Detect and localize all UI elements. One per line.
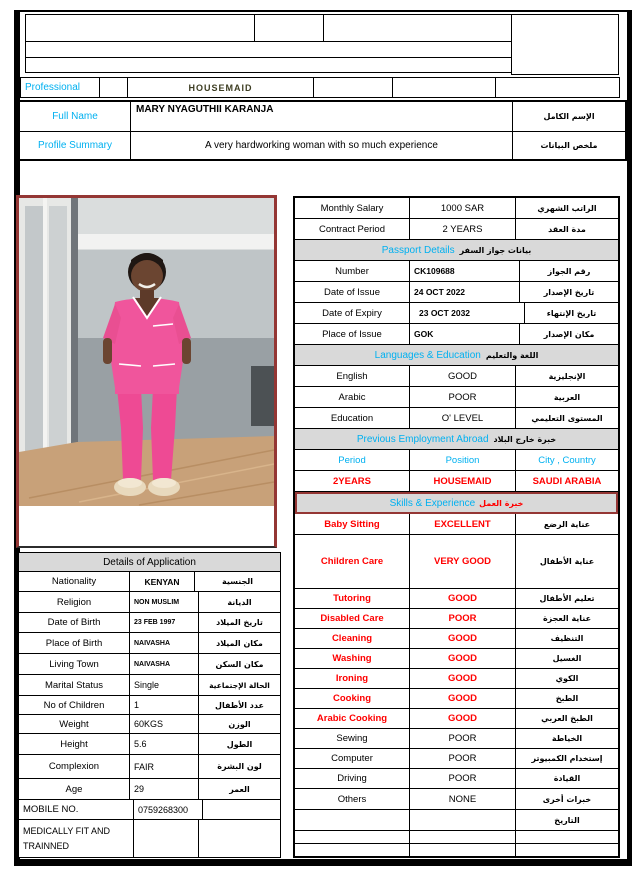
skill-row-tutoring (295, 589, 618, 609)
contract-period-row (295, 219, 618, 240)
weight-label: Weight (19, 715, 130, 733)
living-town-label: Living Town (19, 654, 130, 674)
header-empty-cell-1 (25, 14, 255, 42)
skill-label: Baby Sitting (295, 514, 410, 534)
profile-summary-label: Profile Summary (38, 140, 112, 151)
languages-header-en: Languages & Education (374, 349, 481, 361)
skill-label: Tutoring (295, 589, 410, 608)
passport-number-label: Number (295, 261, 410, 281)
skill-label: Arabic Cooking (295, 709, 410, 728)
english-value: GOOD (410, 366, 516, 386)
profile-summary-label-ar: ملخص البيانات (540, 141, 598, 150)
skill-value: POOR (410, 749, 516, 768)
skill-value: NONE (410, 789, 516, 809)
passport-expiry-row (295, 303, 618, 324)
height-label-ar: الطول (226, 739, 253, 749)
skill-label: Washing (295, 649, 410, 668)
weight-label-ar: الوزن (228, 719, 251, 729)
skill-row-cleaning (295, 629, 618, 649)
passport-place-label: Place of Issue (295, 324, 410, 344)
passport-issue-label-ar: تاريخ الإصدار (543, 287, 595, 297)
skill-label-ar: الكوي (555, 674, 579, 683)
english-label-ar: الإنجليزية (548, 371, 586, 381)
header-empty-box-right (511, 14, 619, 75)
children-count-label: No of Children (19, 696, 130, 714)
skill-row-arabiccooking (295, 709, 618, 729)
children-count-label-ar: عدد الأطفال (215, 700, 264, 710)
living-town-value: NAIVASHA (130, 654, 199, 674)
passport-issue-label: Date of Issue (295, 282, 410, 302)
passport-place-value: GOK (410, 324, 520, 344)
full-name-value: MARY NYAGUTHII KARANJA (136, 104, 274, 115)
passport-number-value: CK109688 (410, 261, 520, 281)
age-label: Age (19, 779, 130, 799)
profession-empty-cell-3 (495, 77, 620, 98)
profession-empty-cell-1 (313, 77, 393, 98)
skill-row-disabledcare (295, 609, 618, 629)
skill-label: Cleaning (295, 629, 410, 648)
skill-value: EXCELLENT (410, 514, 516, 534)
children-count-value: 1 (130, 696, 199, 714)
header-empty-row-2 (25, 41, 512, 58)
complexion-value: FAIR (130, 755, 199, 778)
passport-place-label-ar: مكان الإصدار (543, 329, 595, 339)
skill-label-ar: عناية الأطفال (539, 557, 595, 566)
marital-status-value: Single (130, 675, 199, 695)
mobile-label: MOBILE NO. (19, 800, 134, 819)
salary-label-ar: الراتب الشهري (537, 203, 597, 213)
skill-value: POOR (410, 729, 516, 748)
passport-expiry-label: Date of Expiry (295, 303, 410, 323)
contract-period-label-ar: مدة العقد (548, 224, 586, 234)
skill-label: Sewing (295, 729, 410, 748)
profession-empty-cell-2 (392, 77, 496, 98)
passport-expiry-value: 23 OCT 2032 (410, 303, 525, 323)
employment-header-en: Previous Employment Abroad (356, 433, 489, 445)
skill-label-ar: الطبخ العربي (541, 714, 593, 723)
passport-number-label-ar: رقم الجواز (547, 266, 591, 276)
skill-label-ar: عناية الرضع (543, 519, 591, 529)
contract-period-label: Contract Period (295, 219, 410, 239)
skill-label: Cooking (295, 689, 410, 708)
arabic-value: POOR (410, 387, 516, 407)
skill-value: GOOD (410, 649, 516, 668)
arabic-label-ar: العربية (553, 392, 581, 402)
dob-row (19, 613, 280, 633)
skill-label: Others (295, 789, 410, 809)
skill-label-ar: التاريخ (554, 815, 580, 825)
candidate-photo (19, 198, 274, 506)
employment-city-value: SAUDI ARABIA (532, 475, 602, 487)
contract-period-value: 2 YEARS (410, 219, 516, 239)
weight-row (19, 715, 280, 734)
dob-value: 23 FEB 1997 (130, 613, 199, 632)
skill-label-ar: عناية العجزة (542, 614, 592, 623)
dob-label-ar: تاريخ الميلاد (216, 618, 263, 627)
skill-value: GOOD (410, 589, 516, 608)
skills-header-en: Skills & Experience (389, 497, 476, 509)
full-name-label-ar: الإسم الكامل (543, 112, 595, 121)
nationality-label: Nationality (19, 572, 130, 591)
dob-label: Date of Birth (19, 613, 130, 632)
age-value: 29 (130, 779, 199, 799)
pob-label-ar: مكان الميلاد (216, 638, 263, 648)
skill-label-ar: خبرات أخرى (542, 794, 592, 804)
medical-fitness-row (19, 820, 280, 857)
skill-label-ar: القيادة (553, 774, 581, 783)
employment-columns-row (295, 450, 618, 471)
skill-row-sewing (295, 729, 618, 749)
skill-value: POOR (410, 769, 516, 788)
skill-value: VERY GOOD (410, 535, 516, 588)
pob-value: NAIVASHA (130, 633, 199, 653)
skills-header-ar: خبرة العمل (479, 498, 524, 508)
complexion-label: Complexion (19, 755, 130, 778)
nationality-row (19, 572, 280, 592)
skill-row-cooking (295, 689, 618, 709)
full-name-label: Full Name (52, 111, 98, 122)
skill-label: Children Care (295, 535, 410, 588)
skill-row-others (295, 789, 618, 810)
identity-table (18, 100, 627, 161)
salary-value: 1000 SAR (410, 198, 516, 218)
skill-label-ar: تعليم الأطفال (539, 594, 595, 603)
empty-row-2 (295, 844, 618, 856)
religion-label: Religion (19, 592, 130, 612)
passport-expiry-label-ar: تاريخ الإنتهاء (546, 308, 597, 318)
complexion-row (19, 755, 280, 779)
employment-data-row (295, 471, 618, 492)
arabic-row (295, 387, 618, 408)
weight-value: 60KGS (130, 715, 199, 733)
religion-value: NON MUSLIM (130, 592, 199, 612)
living-town-label-ar: مكان السكن (215, 659, 264, 669)
height-row (19, 734, 280, 755)
application-table (18, 552, 281, 858)
skill-row-childrencare (295, 535, 618, 589)
passport-issue-value: 24 OCT 2022 (410, 282, 520, 302)
living-town-row (19, 654, 280, 675)
education-label-ar: المستوى التعليمي (531, 413, 603, 423)
passport-header-ar: بيانات جواز السفر (459, 245, 532, 255)
salary-label: Monthly Salary (295, 198, 410, 218)
profession-value: HOUSEMAID (188, 82, 253, 93)
employment-col-period: Period (295, 450, 410, 470)
passport-section-header (295, 240, 618, 261)
employment-section-header (295, 429, 618, 450)
education-label: Education (295, 408, 410, 428)
skill-value: GOOD (410, 629, 516, 648)
employment-col-position: Position (410, 450, 516, 470)
skill-row-computer (295, 749, 618, 769)
pob-label: Place of Birth (19, 633, 130, 653)
mobile-row (19, 800, 280, 820)
salary-row (295, 198, 618, 219)
education-value: O' LEVEL (410, 408, 516, 428)
empty-row-1 (295, 831, 618, 844)
skills-section-header (295, 492, 618, 514)
languages-header-ar: اللغة والتعليم (485, 350, 539, 360)
skill-value (410, 810, 516, 830)
height-value: 5.6 (130, 734, 199, 754)
passport-place-row (295, 324, 618, 345)
skill-label: Ironing (295, 669, 410, 688)
date-empty-row (295, 810, 618, 831)
education-row (295, 408, 618, 429)
employment-col-city: City , Country (538, 454, 596, 466)
header-empty-row-3 (25, 57, 512, 73)
mobile-value: 0759268300 (134, 800, 203, 819)
skill-label: Computer (295, 749, 410, 768)
arabic-label: Arabic (295, 387, 410, 407)
religion-label-ar: الديانة (227, 597, 252, 607)
skill-label-ar: الطبخ (555, 694, 579, 703)
pob-row (19, 633, 280, 654)
skill-label: Disabled Care (295, 609, 410, 628)
age-label-ar: العمر (229, 784, 250, 794)
skill-label: Driving (295, 769, 410, 788)
candidate-photo-frame (16, 195, 277, 548)
passport-number-row (295, 261, 618, 282)
complexion-label-ar: لون البشرة (217, 762, 262, 771)
right-details-table (293, 196, 620, 858)
marital-status-row (19, 675, 280, 696)
nationality-label-ar: الجنسية (221, 577, 254, 586)
application-header-text: Details of Application (103, 556, 196, 568)
professional-label: Professional (25, 82, 81, 93)
nationality-value: KENYAN (130, 572, 195, 591)
passport-issue-row (295, 282, 618, 303)
skill-row-babysitting (295, 514, 618, 535)
skill-value: POOR (410, 609, 516, 628)
skill-label-ar: إستخدام الكمبيوتر (531, 754, 603, 763)
english-row (295, 366, 618, 387)
passport-header-en: Passport Details (381, 244, 455, 256)
profession-cell (127, 77, 314, 98)
religion-row (19, 592, 280, 613)
marital-status-label: Marital Status (19, 675, 130, 695)
skill-row-washing (295, 649, 618, 669)
professional-empty-cell (99, 77, 128, 98)
skill-label-ar: الخياطة (551, 734, 583, 743)
children-count-row (19, 696, 280, 715)
skill-value: GOOD (410, 689, 516, 708)
header-empty-cell-2 (254, 14, 324, 42)
application-section-header (19, 553, 280, 572)
languages-section-header (295, 345, 618, 366)
employment-period-value: 2YEARS (295, 471, 410, 491)
skill-value: GOOD (410, 709, 516, 728)
employment-header-ar: خبرة خارج البلاد (493, 434, 557, 444)
height-label: Height (19, 734, 130, 754)
age-row (19, 779, 280, 800)
profile-summary-value: A very hardworking woman with so much experience (205, 140, 438, 151)
skill-label-ar: التنظيف (550, 634, 584, 643)
skill-value: GOOD (410, 669, 516, 688)
professional-label-cell (20, 77, 100, 98)
marital-status-label-ar: الحالة الإجتماعية (209, 680, 270, 690)
medical-fitness-note: MEDICALLY FIT AND TRAINNED (19, 820, 134, 857)
header-empty-cell-3 (323, 14, 512, 42)
skill-label (295, 810, 410, 830)
employment-position-value: HOUSEMAID (410, 471, 516, 491)
skill-row-driving (295, 769, 618, 789)
skill-row-ironing (295, 669, 618, 689)
skill-label-ar: الغسيل (552, 654, 582, 663)
english-label: English (295, 366, 410, 386)
